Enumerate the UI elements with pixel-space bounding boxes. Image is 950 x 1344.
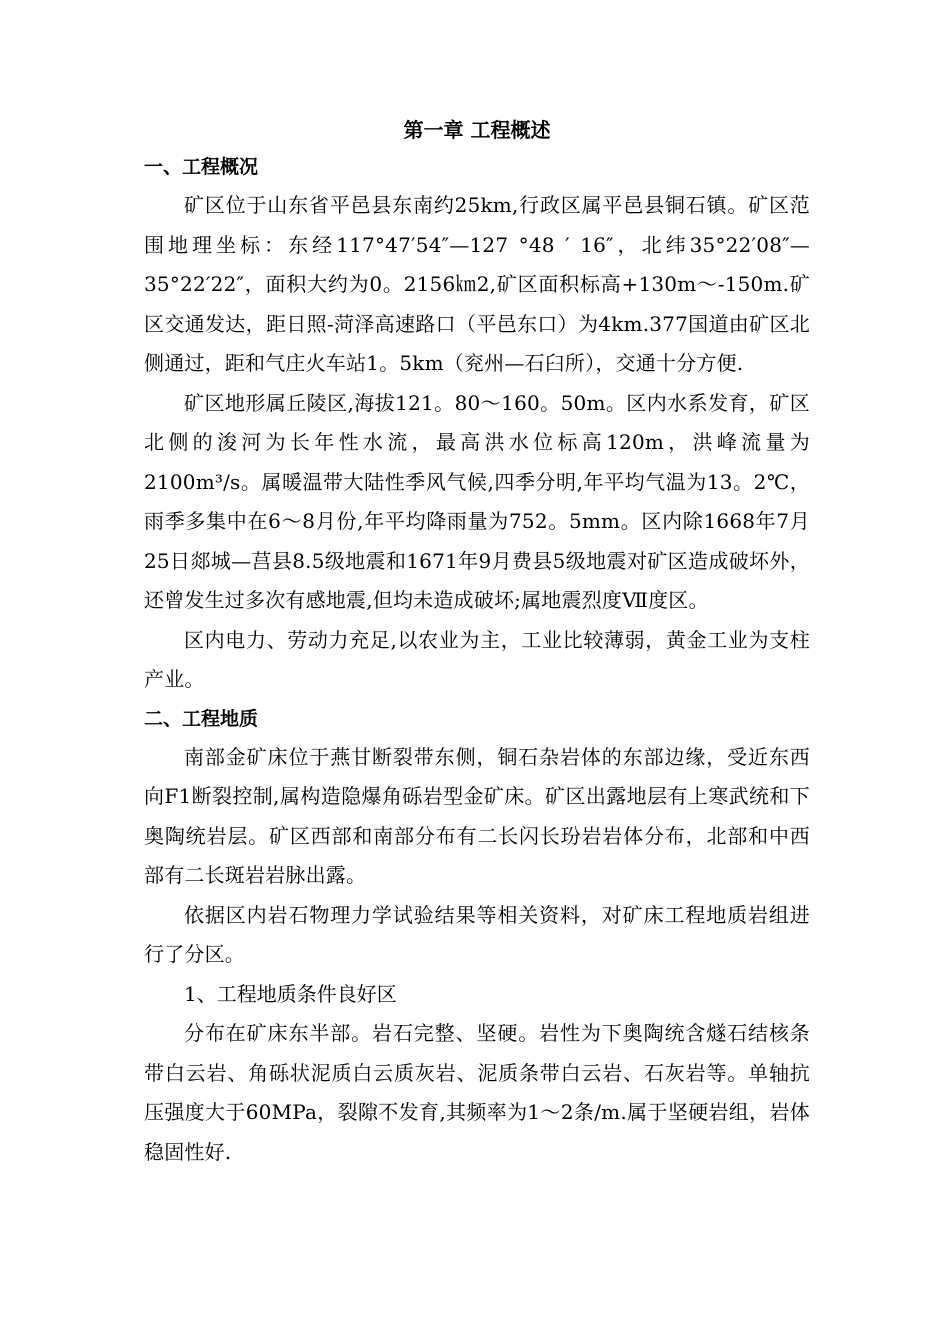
section-heading-overview: 一、工程概况: [144, 156, 259, 178]
chapter-title: 第一章 工程概述: [403, 118, 551, 142]
paragraph-good-zone: 分布在矿床东半部。岩石完整、坚硬。岩性为下奥陶统含燧石结核条带白云岩、角砾状泥质白云质灰岩、泥质条带白云岩、石灰岩等。单轴抗压强度大于60MPa，裂隙不发育,其频率为1～2条/m.属于坚硬岩组，岩体稳固性好.: [144, 1021, 810, 1164]
section-heading-geology: 二、工程地质: [144, 707, 259, 730]
paragraph-zoning: 依据区内岩石物理力学试验结果等相关资料，对矿床工程地质岩组进行了分区。: [144, 902, 810, 966]
paragraph-economy: 区内电力、劳动力充足,以农业为主，工业比较薄弱，黄金工业为支柱产业。: [144, 627, 810, 691]
subsection-heading-good-zone: 1、工程地质条件良好区: [184, 981, 397, 1006]
document-page: [144, 112, 810, 1172]
paragraph-deposit: 南部金矿床位于燕甘断裂带东侧，铜石杂岩体的东部边缘，受近东西向F1断裂控制,属构造隐爆角砾岩型金矿床。矿区出露地层有上寒武统和下奥陶统岩层。矿区西部和南部分布有二长闪长玢岩岩体分布，北部和中西部有二长斑岩岩脉出露。: [144, 744, 810, 887]
paragraph-terrain-climate: 矿区地形属丘陵区,海拔121。80～160。50m。区内水系发育，矿区北侧的浚河为长年性水流，最高洪水位标高120m，洪峰流量为2100m³/s。属暖温带大陆性季风气候,四季分明,年平均气温为13。2℃，雨季多集中在6～8月份,年平均降雨量为752。5mm。区内除1668年7月25日郯城—莒县8.5级地震和1671年9月费县5级地震对矿区造成破坏外，还曾发生过多次有感地震,但均未造成破坏;属地震烈度Ⅶ度区。: [144, 390, 810, 612]
paragraph-location: 矿区位于山东省平邑县东南约25km,行政区属平邑县铜石镇。矿区范围地理坐标：东经117°47′54″—127 °48 ′ 16″，北纬35°22′08″—35°22′22″，面积大约为0。2156㎞2,矿区面积标高+130m～-150m.矿区交通发达，距日照-菏泽高速路口（平邑东口）为4km.377国道由矿区北侧通过，距和气庄火车站1。5km（兖州—石臼所），交通十分方便.: [144, 193, 810, 375]
